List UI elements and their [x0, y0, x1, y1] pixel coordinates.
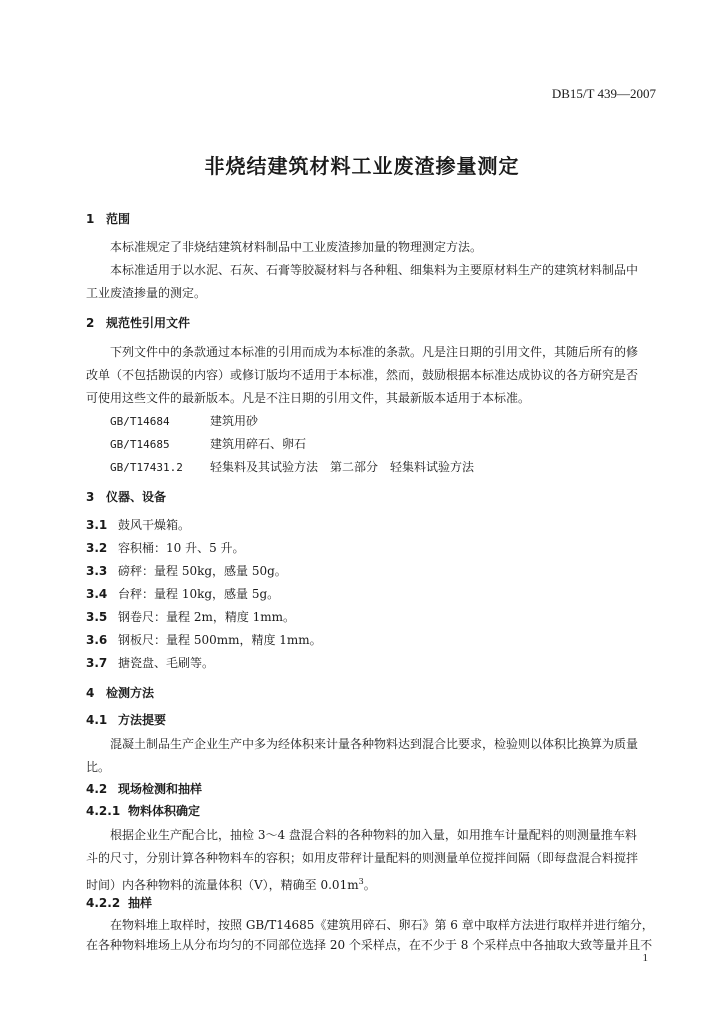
section-title: 规范性引用文件 — [106, 316, 191, 330]
paragraph: 混凝土制品生产企业生产中多为经体积来计量各种物料达到混合比要求，检验则以体积比换算为质量 — [110, 737, 639, 751]
paragraph: 根据企业生产配合比，抽检 3～4 盘混合料的各种物料的加入量，如用推车计量配料的则测量推车料 — [110, 828, 637, 842]
item-text: 台秤：量程 10kg，感量 5g。 — [118, 587, 280, 601]
subsection-title: 抽样 — [128, 896, 153, 910]
section-title: 范围 — [106, 212, 131, 226]
equipment-item — [86, 654, 214, 671]
subsection-4-2-1-heading — [86, 802, 200, 819]
subsection-number: 4.2.1 — [86, 804, 121, 818]
item-text: 钢卷尺：量程 2m，精度 1mm。 — [118, 610, 296, 624]
subsection-number: 4.2 — [86, 782, 108, 796]
subsection-title: 物料体积确定 — [128, 804, 201, 818]
document-title: 非烧结建筑材料工业废渣掺量测定 — [204, 154, 520, 178]
reference-item — [110, 435, 306, 452]
paragraph: 改单（不包括勘误的内容）或修订版均不适用于本标准，然而，鼓励根据本标准达成协议的各方研究是否 — [86, 368, 639, 382]
item-text: 搪瓷盘、毛刷等。 — [118, 656, 215, 670]
item-number: 3.4 — [86, 587, 108, 601]
paragraph: 工业废渣掺量的测定。 — [86, 286, 207, 300]
superscript: 3 — [358, 877, 364, 886]
paragraph: 斗的尺寸，分别计算各种物料车的容积；如用皮带秤计量配料的则测量单位搅拌间隔（即每盘混合料搅拌 — [86, 851, 639, 865]
item-text: 钢板尺：量程 500mm，精度 1mm。 — [118, 633, 322, 647]
item-number: 3.2 — [86, 541, 108, 555]
reference-title: 轻集料及其试验方法 第二部分 轻集料试验方法 — [210, 460, 475, 474]
subsection-number: 4.1 — [86, 713, 108, 727]
item-text: 磅秤：量程 50kg，感量 50g。 — [118, 564, 287, 578]
equipment-item — [86, 539, 245, 556]
paragraph: 在各种物料堆场上从分布均匀的不同部位选择 20 个采样点，在不少于 8 个采样点中各抽取大致等量并且不 — [86, 938, 653, 952]
paragraph: 本标准适用于以水泥、石灰、石膏等胶凝材料与各种粗、细集料为主要原材料生产的建筑材料制品中 — [110, 263, 639, 277]
section-2-heading — [86, 314, 190, 331]
paragraph-end: 。 — [363, 878, 376, 892]
standard-number: DB15/T 439—2007 — [551, 86, 656, 101]
item-number: 3.5 — [86, 610, 108, 624]
section-number: 1 — [86, 212, 95, 226]
item-number: 3.1 — [86, 518, 108, 532]
equipment-item — [86, 516, 190, 533]
item-number: 3.6 — [86, 633, 108, 647]
subsection-4-2-2-heading — [86, 894, 152, 911]
reference-title: 建筑用砂 — [210, 414, 259, 428]
section-4-heading — [86, 684, 154, 701]
paragraph — [86, 870, 376, 897]
equipment-item — [86, 585, 279, 602]
page-number: 1 — [642, 952, 648, 964]
reference-code: GB/T14685 — [110, 438, 170, 451]
subsection-number: 4.2.2 — [86, 896, 121, 910]
reference-code: GB/T17431.2 — [110, 461, 183, 474]
equipment-item — [86, 608, 295, 625]
reference-code: GB/T14684 — [110, 415, 170, 428]
paragraph: 可使用这些文件的最新版本。凡是不注日期的引用文件，其最新版本适用于本标准。 — [86, 391, 531, 405]
subsection-title: 现场检测和抽样 — [118, 782, 203, 796]
subsection-4-2-heading — [86, 780, 202, 797]
section-number: 4 — [86, 686, 95, 700]
section-3-heading — [86, 488, 166, 505]
reference-item — [110, 458, 474, 475]
paragraph-text: 时间）内各种物料的流量体积（V），精确至 0.01m — [86, 878, 359, 892]
paragraph: 本标准规定了非烧结建筑材料制品中工业废渣掺加量的物理测定方法。 — [110, 240, 483, 254]
item-text: 鼓风干燥箱。 — [118, 518, 191, 532]
reference-item — [110, 412, 258, 429]
paragraph: 比。 — [86, 760, 111, 774]
subsection-4-1-heading — [86, 711, 166, 728]
paragraph: 在物料堆上取样时，按照 GB/T14685《建筑用碎石、卵石》第 6 章中取样方法进行取样并进行缩分， — [110, 918, 654, 932]
item-number: 3.7 — [86, 656, 108, 670]
equipment-item — [86, 631, 322, 648]
item-text: 容积桶：10 升、5 升。 — [118, 541, 245, 555]
subsection-title: 方法提要 — [118, 713, 167, 727]
section-1-heading — [86, 210, 130, 227]
section-title: 检测方法 — [106, 686, 155, 700]
paragraph: 下列文件中的条款通过本标准的引用而成为本标准的条款。凡是注日期的引用文件，其随后所有的修 — [110, 345, 639, 359]
reference-title: 建筑用碎石、卵石 — [210, 437, 307, 451]
section-number: 2 — [86, 316, 95, 330]
section-number: 3 — [86, 490, 95, 504]
item-number: 3.3 — [86, 564, 108, 578]
equipment-item — [86, 562, 287, 579]
section-title: 仪器、设备 — [106, 490, 167, 504]
